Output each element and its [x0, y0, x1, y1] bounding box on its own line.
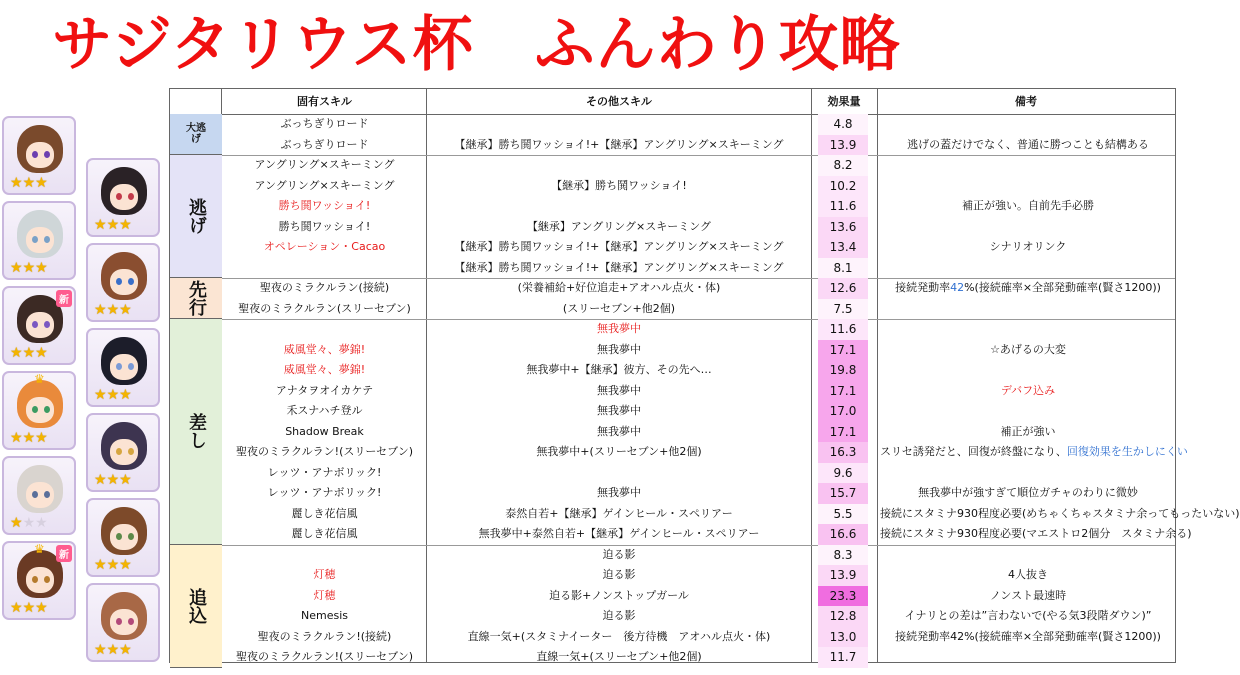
table-row [222, 627, 1175, 648]
unique-skill-cell: アナタヲオイカケテ [275, 383, 374, 397]
unique-skill-cell: レッツ・アナボリック! [267, 465, 382, 479]
effect-amount-cell: 9.6 [818, 463, 868, 484]
other-skill-cell: 迫る影 [602, 547, 636, 561]
character-eye [32, 151, 38, 158]
unique-skill-cell: オペレーション・Cacao [263, 240, 386, 253]
notes-cell [880, 155, 1176, 176]
character-portrait [86, 328, 160, 407]
character-eye [128, 193, 134, 200]
unique-skill-cell: 聖夜のミラクルラン!(接続) [257, 629, 392, 643]
notes-cell [880, 176, 1176, 197]
star-icon: ★ [94, 387, 107, 403]
other-skill-cell [427, 114, 811, 135]
character-eye [116, 363, 122, 370]
star-icon: ★ [106, 642, 120, 658]
unique-skill-cell: 聖夜のミラクルラン!(スリーセブン) [235, 445, 413, 458]
other-skill-cell: 無我夢中 [597, 404, 641, 417]
notes-cell [880, 463, 1176, 484]
new-badge: 新 [56, 545, 72, 562]
character-portrait [2, 541, 76, 620]
star-rating [94, 388, 132, 402]
other-skill-cell: 無我夢中 [597, 486, 641, 499]
crown-icon: ♛ [34, 372, 45, 386]
star-rating [10, 601, 48, 615]
unique-skill-cell [222, 258, 427, 279]
star-icon: ★ [106, 387, 120, 403]
unique-skill-cell: 聖夜のミラクルラン(スリーセブン) [238, 301, 411, 315]
notes-cell [880, 114, 1176, 135]
unique-skill-cell: 灯穂 [313, 568, 336, 581]
effect-amount-cell: 13.6 [818, 217, 868, 238]
unique-skill-cell: アングリング×スキーミング [254, 178, 395, 192]
other-skill-cell: 迫る影 [602, 609, 636, 622]
unique-skill-cell: 禾スナハチ登ル [286, 404, 363, 417]
effect-amount-cell: 12.8 [818, 606, 868, 627]
character-eye [44, 321, 50, 328]
effect-amount-cell: 13.9 [818, 565, 868, 586]
star-icon: ★ [10, 515, 23, 531]
character-portrait [2, 456, 76, 535]
effect-amount-cell: 16.3 [818, 442, 868, 463]
notes-cell: 補正が強い。自前先手必勝 [962, 199, 1094, 212]
header-unique-skill: 固有スキル [297, 95, 352, 108]
notes-cell: 接続発動率42%(接続確率×全部発動確率(賢さ1200)) [895, 281, 1161, 294]
character-eye [32, 236, 38, 243]
table-row [222, 442, 1188, 463]
other-skill-cell: 迫る影+ノンストップガール [549, 588, 689, 602]
character-eye [116, 533, 122, 540]
character-eye [116, 193, 122, 200]
notes-cell: 逃げの蓋だけでなく、普通に勝つことも結構ある [907, 137, 1149, 151]
table-row [222, 565, 1175, 586]
notes-cell: シナリオリンク [989, 240, 1067, 253]
star-icon: ★ [35, 600, 48, 616]
group-label: 逃げ [170, 155, 222, 278]
star-rating [10, 261, 48, 275]
effect-amount-cell: 11.6 [818, 196, 868, 217]
table-row [222, 340, 1175, 361]
table-row [222, 155, 1175, 176]
table-row [222, 319, 1175, 340]
table-row [222, 463, 1175, 484]
header-notes: 備考 [1015, 95, 1037, 108]
effect-amount-cell: 10.2 [818, 176, 868, 197]
star-icon: ★ [119, 217, 132, 233]
effect-amount-cell: 13.0 [818, 627, 868, 648]
effect-amount-cell: 11.7 [818, 647, 868, 668]
star-icon: ★ [22, 515, 36, 531]
table-row [222, 647, 1175, 668]
other-skill-cell: 【継承】勝ち鬨ワッショイ!+【継承】アングリング×スキーミング [454, 137, 784, 151]
star-icon: ★ [119, 302, 132, 318]
character-eye [44, 491, 50, 498]
table-row [222, 176, 1175, 197]
notes-cell: イナリとの差は”言わないで(やる気3段階ダウン)” [904, 609, 1152, 622]
effect-amount-cell: 11.6 [818, 319, 868, 340]
unique-skill-cell: アングリング×スキーミング [254, 158, 395, 171]
character-eye [128, 448, 134, 455]
other-skill-cell: 無我夢中+泰然自若+【継承】ゲインヒール・スペリアー [478, 527, 760, 540]
table-row [222, 237, 1175, 258]
other-skill-cell: (スリーセブン+他2個) [562, 301, 676, 315]
character-portrait [86, 243, 160, 322]
other-skill-cell [427, 463, 811, 484]
table-row [222, 196, 1175, 217]
table-row [222, 360, 1175, 381]
character-portrait [86, 413, 160, 492]
effect-amount-cell: 17.1 [818, 340, 868, 361]
table-row [222, 114, 1175, 135]
star-icon: ★ [119, 557, 132, 573]
star-icon: ★ [35, 515, 48, 531]
star-icon: ★ [35, 175, 48, 191]
group-label: 差し [170, 319, 222, 545]
crown-icon: ♛ [34, 542, 45, 556]
character-eye [44, 151, 50, 158]
other-skill-cell: 迫る影 [602, 568, 636, 581]
unique-skill-cell: 麗しき花信風 [291, 527, 358, 540]
character-portrait [2, 116, 76, 195]
star-icon: ★ [10, 175, 23, 191]
star-icon: ★ [106, 302, 120, 318]
character-eye [32, 321, 38, 328]
unique-skill-cell: 聖夜のミラクルラン!(スリーセブン) [235, 650, 413, 663]
notes-cell: 無我夢中が強すぎて順位ガチャのわりに微妙 [918, 486, 1138, 499]
other-skill-cell [427, 155, 811, 176]
character-portrait [2, 201, 76, 280]
character-eye [32, 406, 38, 413]
notes-cell [880, 319, 1176, 340]
unique-skill-cell: 威風堂々、夢錦! [283, 342, 366, 356]
table-row [222, 258, 1175, 279]
notes-cell: 接続発動率42%(接続確率×全部発動確率(賢さ1200)) [895, 629, 1161, 643]
notes-cell [880, 647, 1176, 668]
star-icon: ★ [119, 387, 132, 403]
group-label: 大逃げ [170, 114, 222, 155]
star-icon: ★ [10, 260, 23, 276]
other-skill-cell: 無我夢中+(スリーセブン+他2個) [536, 445, 702, 458]
table-header [170, 89, 1175, 115]
notes-cell: 4人抜き [1008, 568, 1048, 581]
notes-cell: スリセ誘発だと、回復が終盤になり、回復効果を生かしにくい [880, 445, 1188, 458]
table-row [222, 606, 1175, 627]
other-skill-cell: (栄養補給+好位追走+アオハル点火・体) [517, 281, 721, 294]
star-icon: ★ [35, 430, 48, 446]
star-rating [10, 431, 48, 445]
other-skill-cell: 直線一気+(スタミナイーター 後方待機 アオハル点火・体) [467, 629, 771, 643]
effect-amount-cell: 17.1 [818, 381, 868, 402]
star-icon: ★ [106, 217, 120, 233]
notes-cell [880, 258, 1176, 279]
star-icon: ★ [22, 600, 36, 616]
unique-skill-cell: ぶっちぎりロード [280, 137, 369, 151]
character-eye [32, 576, 38, 583]
table-row [222, 504, 1240, 525]
notes-cell [880, 545, 1176, 566]
character-eye [128, 278, 134, 285]
other-skill-cell: 無我夢中 [597, 383, 641, 397]
group-label: 先行 [170, 278, 222, 319]
effect-amount-cell: 8.3 [818, 545, 868, 566]
star-icon: ★ [119, 642, 132, 658]
star-rating [94, 643, 132, 657]
other-skill-cell: 【継承】勝ち鬨ワッショイ!+【継承】アングリング×スキーミング [454, 260, 784, 274]
star-icon: ★ [22, 430, 36, 446]
character-eye [116, 618, 122, 625]
unique-skill-cell: レッツ・アナボリック! [267, 486, 382, 499]
effect-amount-cell: 7.5 [818, 299, 868, 320]
effect-amount-cell: 8.2 [818, 155, 868, 176]
star-icon: ★ [119, 472, 132, 488]
star-icon: ★ [10, 600, 23, 616]
page-title: サジタリウス杯 ふんわり攻略 [52, 10, 901, 80]
effect-amount-cell: 12.6 [818, 278, 868, 299]
header-amount: 効果量 [827, 95, 861, 108]
table-row [222, 217, 1175, 238]
notes-cell: ☆あげるの大変 [990, 342, 1066, 356]
notes-cell [880, 401, 1176, 422]
notes-cell: ノンスト最速時 [989, 588, 1067, 602]
other-skill-cell: 【継承】勝ち鬨ワッショイ! [551, 178, 687, 192]
other-skill-cell: 【継承】アングリング×スキーミング [526, 219, 712, 233]
table-row [222, 278, 1175, 299]
character-eye [44, 236, 50, 243]
character-portrait [86, 498, 160, 577]
effect-amount-cell: 17.1 [818, 422, 868, 443]
unique-skill-cell [222, 319, 427, 340]
unique-skill-cell: 聖夜のミラクルラン(接続) [259, 281, 390, 294]
table-row [222, 135, 1175, 156]
table-row [222, 586, 1175, 607]
other-skill-cell: 【継承】勝ち鬨ワッショイ!+【継承】アングリング×スキーミング [454, 240, 784, 253]
table-row [222, 381, 1175, 402]
character-eye [44, 576, 50, 583]
table-row [222, 545, 1175, 566]
other-skill-cell: 無我夢中+【継承】彼方、その先へ… [526, 363, 712, 376]
star-icon: ★ [94, 217, 107, 233]
character-eye [128, 618, 134, 625]
star-icon: ★ [22, 175, 36, 191]
effect-amount-cell: 15.7 [818, 483, 868, 504]
character-portrait [86, 158, 160, 237]
star-icon: ★ [35, 345, 48, 361]
notes-cell [880, 360, 1176, 381]
star-icon: ★ [106, 557, 120, 573]
unique-skill-cell: ぶっちぎりロード [280, 117, 369, 130]
notes-cell [880, 217, 1176, 238]
notes-cell: 補正が強い [1000, 424, 1056, 438]
character-portrait [2, 371, 76, 450]
star-icon: ★ [94, 557, 107, 573]
other-skill-cell: 直線一気+(スリーセブン+他2個) [536, 650, 702, 663]
star-rating [94, 473, 132, 487]
star-icon: ★ [94, 642, 107, 658]
effect-amount-cell: 23.3 [818, 586, 868, 607]
effect-amount-cell: 8.1 [818, 258, 868, 279]
star-icon: ★ [22, 260, 36, 276]
effect-amount-cell: 13.9 [818, 135, 868, 156]
effect-amount-cell: 17.0 [818, 401, 868, 422]
table-row [222, 483, 1175, 504]
effect-amount-cell: 16.6 [818, 524, 868, 545]
star-icon: ★ [10, 430, 23, 446]
notes-cell: 接続にスタミナ930程度必要(マエストロ2個分 スタミナ余る) [880, 527, 1192, 540]
strategy-table [169, 88, 1240, 664]
other-skill-cell [427, 196, 811, 217]
star-rating [10, 346, 48, 360]
star-icon: ★ [106, 472, 120, 488]
other-skill-cell: 無我夢中 [597, 424, 641, 438]
notes-cell: デバフ込み [1000, 383, 1056, 397]
group-label: 追込 [170, 545, 222, 668]
star-icon: ★ [94, 472, 107, 488]
effect-amount-cell: 4.8 [818, 114, 868, 135]
star-icon: ★ [94, 302, 107, 318]
character-portrait [2, 286, 76, 365]
notes-cell [880, 299, 1176, 320]
unique-skill-cell: 灯穂 [313, 588, 336, 602]
effect-amount-cell: 13.4 [818, 237, 868, 258]
table-row [222, 299, 1175, 320]
unique-skill-cell: 麗しき花信風 [291, 506, 358, 520]
unique-skill-cell: 勝ち鬨ワッショイ! [278, 199, 371, 212]
notes-cell: 接続にスタミナ930程度必要(めちゃくちゃスタミナ余ってもったいない) [880, 506, 1240, 520]
star-icon: ★ [35, 260, 48, 276]
character-eye [128, 533, 134, 540]
other-skill-cell: 無我夢中 [597, 322, 641, 335]
table-row [222, 401, 1175, 422]
star-rating [94, 218, 132, 232]
effect-amount-cell: 5.5 [818, 504, 868, 525]
unique-skill-cell [222, 545, 427, 566]
character-eye [116, 278, 122, 285]
star-rating [10, 516, 48, 530]
new-badge: 新 [56, 290, 72, 307]
character-eye [32, 491, 38, 498]
star-rating [10, 176, 48, 190]
unique-skill-cell: Shadow Break [285, 424, 364, 438]
other-skill-cell: 無我夢中 [597, 342, 641, 356]
effect-amount-cell: 19.8 [818, 360, 868, 381]
character-eye [44, 406, 50, 413]
star-rating [94, 558, 132, 572]
star-rating [94, 303, 132, 317]
character-eye [128, 363, 134, 370]
star-icon: ★ [10, 345, 23, 361]
character-portrait [86, 583, 160, 662]
unique-skill-cell: 威風堂々、夢錦! [283, 363, 366, 376]
unique-skill-cell: 勝ち鬨ワッショイ! [278, 219, 371, 233]
character-eye [116, 448, 122, 455]
star-icon: ★ [22, 345, 36, 361]
table-row [222, 524, 1192, 545]
other-skill-cell: 泰然自若+【継承】ゲインヒール・スペリアー [505, 506, 733, 520]
header-other-skill: その他スキル [586, 95, 652, 108]
table-row [222, 422, 1175, 443]
unique-skill-cell: Nemesis [301, 609, 348, 622]
